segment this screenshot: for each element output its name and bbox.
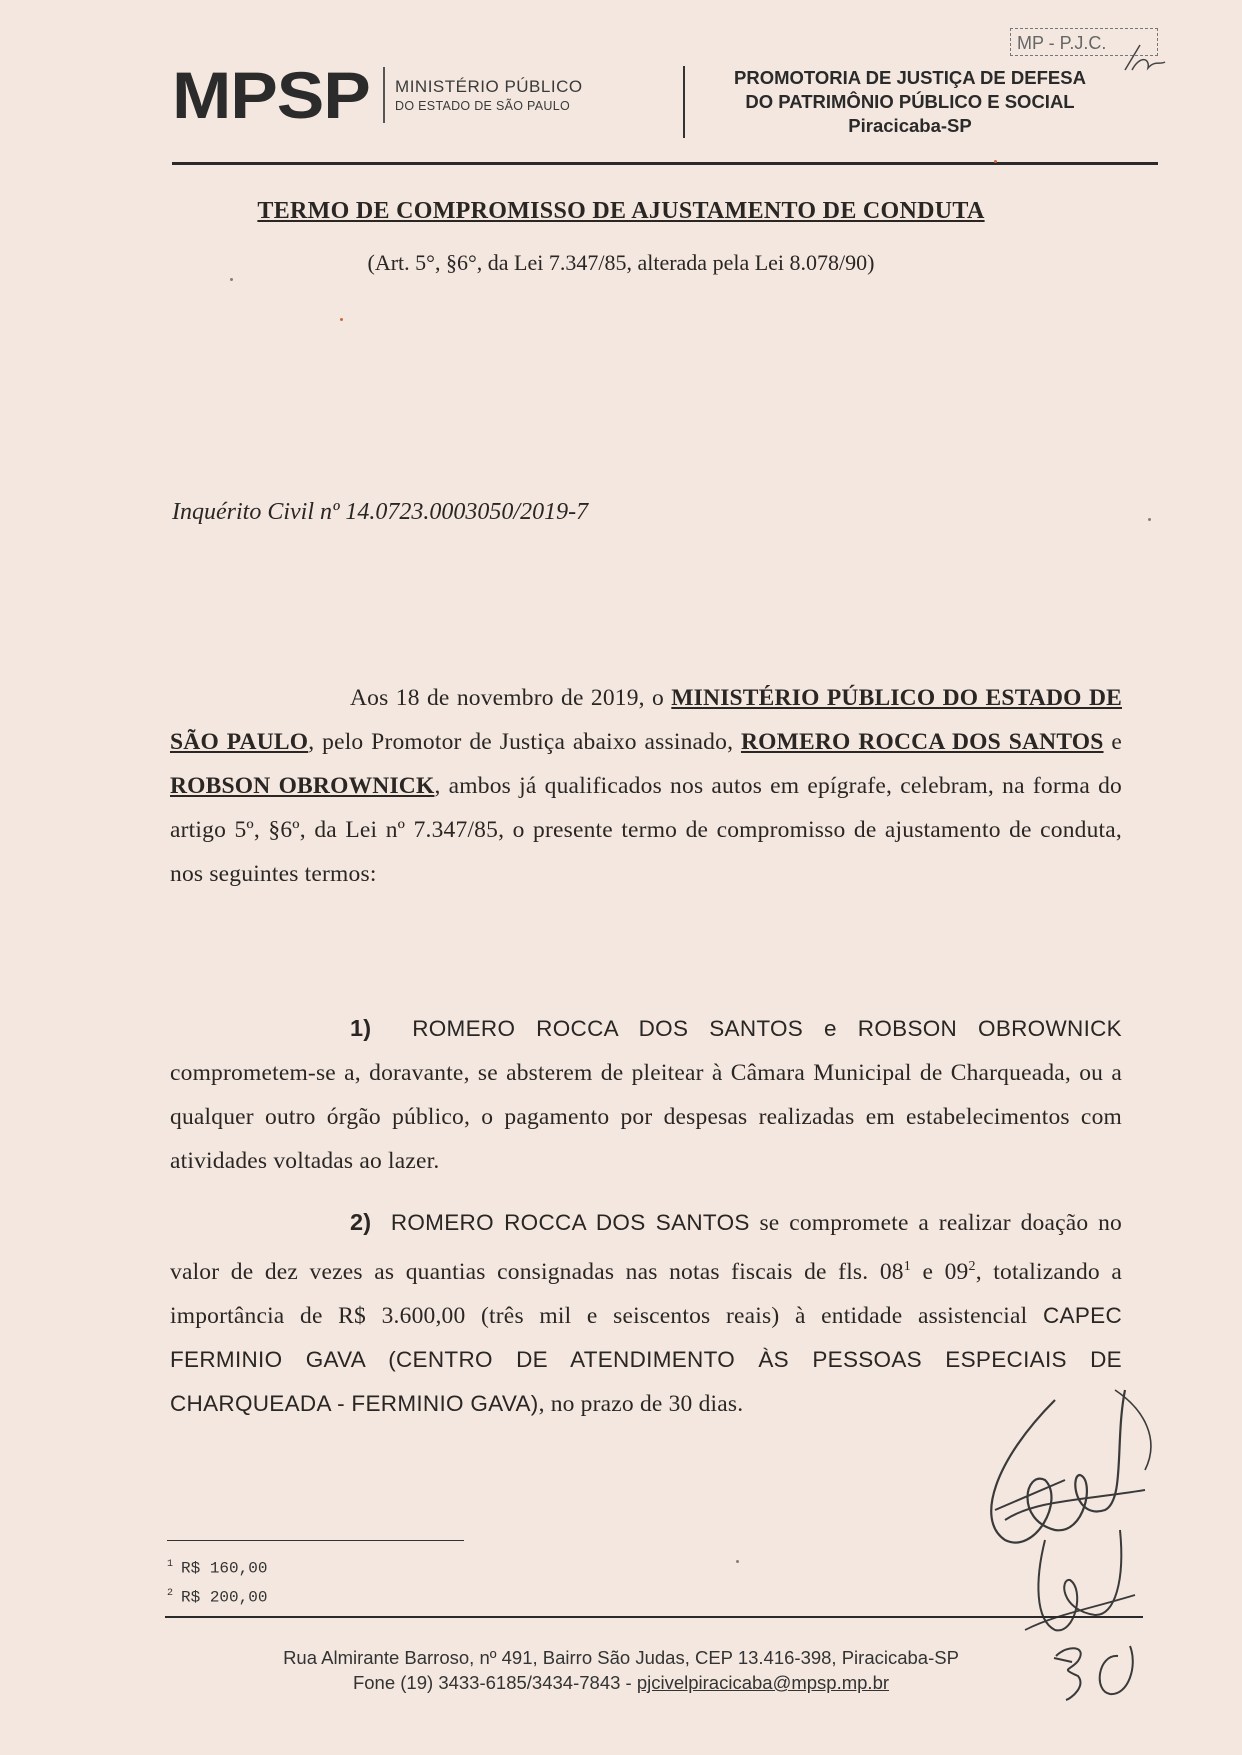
logo-text: [395, 77, 583, 113]
footnote-2: [167, 1581, 267, 1610]
footnote-rule: [167, 1540, 464, 1541]
footer-email-link[interactable]: pjcivelpiracicaba@mpsp.mp.br: [636, 1672, 890, 1693]
intro-mid2: e: [1103, 729, 1122, 755]
footer-address: Rua Almirante Barroso, nº 491, Bairro São Judas, CEP 13.416-398, Piracicaba-SP: [283, 1647, 959, 1668]
footnote-1-text: R$ 160,00: [181, 1559, 268, 1578]
clause-2-text-a: se compromete a realizar doação no valor de dez vezes as quantias consignadas nas notas fiscais de fls. 08: [170, 1210, 1122, 1285]
clause-1-text: comprometem-se a, doravante, se absterem de pleitear à Câmara Municipal de Charqueada, ou a qualquer outro órgão público, o pagamento por despesas realizadas em estabelecimentos com atividades voltadas ao lazer.: [170, 1060, 1122, 1174]
promotoria-line3: Piracicaba-SP: [848, 115, 972, 136]
handwritten-signature: [975, 1380, 1165, 1660]
footnotes: [167, 1552, 267, 1611]
footer-rule: [165, 1616, 1143, 1618]
document-title: TERMO DE COMPROMISSO DE AJUSTAMENTO DE CONDUTA: [257, 198, 985, 224]
paper-speck: [994, 160, 997, 163]
clause-1-number: 1): [350, 1015, 372, 1041]
clause-2-number: 2): [350, 1209, 372, 1235]
promotoria-line2: DO PATRIMÔNIO PÚBLICO E SOCIAL: [745, 91, 1075, 112]
paper-speck: [230, 278, 233, 281]
footnote-2-mark: 2: [167, 1588, 174, 1600]
clause-1: [170, 1006, 1122, 1183]
footer-contact: [0, 1670, 1242, 1695]
clause-2-text-c: , totalizando a importância de R$ 3.600,00 (três mil e seiscentos reais) à entidade assistencial: [170, 1258, 1123, 1329]
party-ministerio: MINISTÉRIO PÚBLICO DO ESTADO DE SÃO PAULO: [170, 685, 1122, 755]
intro-text: Aos 18 de novembro de 2019, o: [350, 685, 672, 711]
clause-1-names: ROMERO ROCCA DOS SANTOS e ROBSON OBROWNICK: [412, 1016, 1122, 1041]
footnote-1: [167, 1552, 267, 1581]
footnote-ref-1: 1: [903, 1259, 911, 1274]
intro-rest: , ambos já qualificados nos autos em epígrafe, celebram, na forma do artigo 5º, §6º, da Lei nº 7.347/85, o presente termo de compromisso de ajustamento de conduta, nos seguintes termos:: [170, 773, 1122, 887]
promotoria-heading: [700, 66, 1120, 138]
party-romero: ROMERO ROCCA DOS SANTOS: [740, 729, 1104, 755]
header-divider: [683, 66, 685, 138]
mpsp-logo: [172, 58, 583, 132]
logo-mark: MPSP: [172, 58, 370, 132]
paper-speck: [736, 1560, 739, 1563]
document-subtitle: (Art. 5°, §6°, da Lei 7.347/85, alterada pela Lei 8.078/90): [367, 250, 875, 275]
paper-speck: [340, 318, 343, 321]
logo-divider: [383, 67, 385, 123]
paper-speck: [1148, 518, 1151, 521]
header-rule: [172, 162, 1158, 165]
footer: [0, 1645, 1242, 1695]
footnote-1-mark: 1: [167, 1559, 174, 1570]
party-robson: ROBSON OBROWNICK: [170, 773, 435, 799]
logo-line1: MINISTÉRIO PÚBLICO: [395, 77, 583, 96]
protocol-stamp: MP - P.J.C.: [1010, 28, 1158, 56]
clause-2-text-d: , no prazo de 30 dias.: [538, 1390, 744, 1417]
clause-2-entity: CAPEC FERMINIO GAVA (CENTRO DE ATENDIMENTO ÀS PESSOAS ESPECIAIS DE CHARQUEADA - FERMINIO GAVA): [170, 1302, 1122, 1416]
logo-line2: DO ESTADO DE SÃO PAULO: [395, 99, 570, 113]
intro-paragraph: [170, 676, 1122, 896]
handwritten-initial-mark: [1120, 40, 1170, 80]
footer-phone: Fone (19) 3433-6185/3434-7843 -: [352, 1672, 637, 1693]
footnote-ref-2: 2: [968, 1259, 976, 1274]
clause-2-name: ROMERO ROCCA DOS SANTOS: [390, 1210, 750, 1235]
footnote-2-text: R$ 200,00: [181, 1588, 268, 1607]
inquerito-number: Inquérito Civil nº 14.0723.0003050/2019-7: [172, 499, 589, 525]
clause-2-text-b: e 09: [910, 1258, 969, 1285]
promotoria-line1: PROMOTORIA DE JUSTIÇA DE DEFESA: [734, 67, 1086, 88]
intro-mid1: , pelo Promotor de Justiça abaixo assinado,: [308, 729, 741, 755]
